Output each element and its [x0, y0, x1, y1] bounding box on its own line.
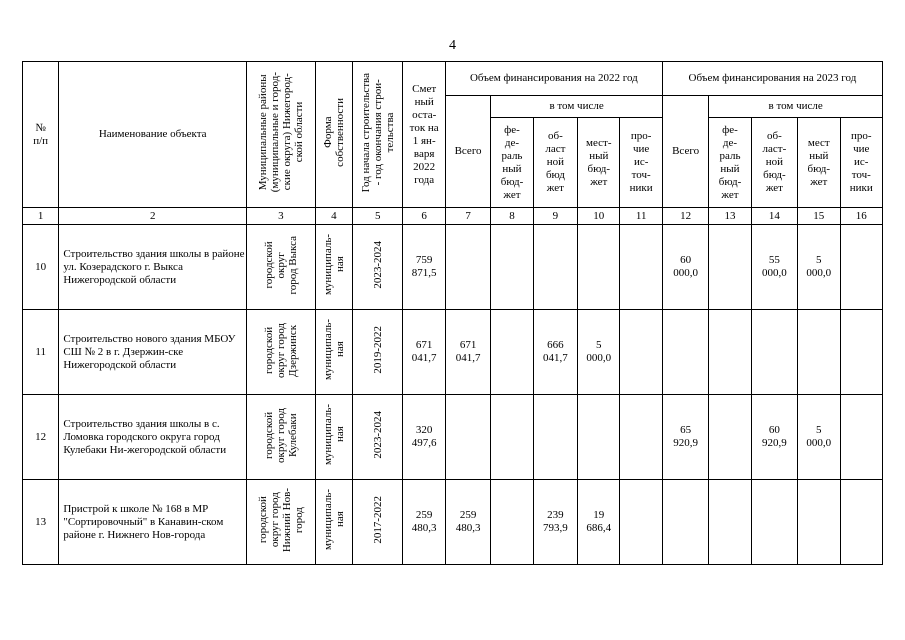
district: городской округ город Кулебаки	[247, 395, 316, 480]
header-name: Наименование объекта	[59, 62, 247, 208]
header-incl-2023: в том числе	[709, 96, 883, 118]
years: 2017-2022	[353, 480, 403, 565]
proch-2022	[620, 225, 662, 310]
header-fed-2022: фе- де- раль ный бюд- жет	[491, 118, 533, 208]
object-name: Строительство здания школы в с. Ломовка городского округа город Кулебаки Ни-жегородской области	[59, 395, 247, 480]
object-name: Пристрой к школе № 168 в МР "Сортировочный" в Канавин-ском районе г. Нижнего Нов-города	[59, 480, 247, 565]
header-no: № п/п	[23, 62, 59, 208]
remainder: 759 871,5	[403, 225, 445, 310]
fed-2023	[709, 310, 751, 395]
col-number: 16	[840, 208, 883, 225]
col-number: 4	[315, 208, 352, 225]
header-incl-2022: в том числе	[491, 96, 663, 118]
header-obl-2023: об- ласт- ной бюд- жет	[751, 118, 797, 208]
mest-2022: 5 000,0	[578, 310, 620, 395]
remainder: 259 480,3	[403, 480, 445, 565]
mest-2022	[578, 225, 620, 310]
fed-2023	[709, 480, 751, 565]
obl-2023	[751, 480, 797, 565]
district: городской округ город Нижний Нов- город	[247, 480, 316, 565]
total-2022	[445, 225, 490, 310]
row-no: 10	[23, 225, 59, 310]
proch-2023	[840, 225, 883, 310]
fed-2022	[491, 310, 533, 395]
col-number: 6	[403, 208, 445, 225]
header-district: Муниципальные районы (муниципальные и город- ские округа) Нижегород- ской области	[247, 62, 316, 208]
col-number: 8	[491, 208, 533, 225]
header-fin-2022: Объем финансирования на 2022 год	[445, 62, 662, 96]
row-no: 11	[23, 310, 59, 395]
header-remainder: Смет ный оста- ток на 1 ян- варя 2022 года	[403, 62, 445, 208]
col-number: 2	[59, 208, 247, 225]
district: городской округ город Выкса	[247, 225, 316, 310]
header-mest-2023: мест ный бюд- жет	[798, 118, 840, 208]
total-2022: 259 480,3	[445, 480, 490, 565]
obl-2023	[751, 310, 797, 395]
page-number: 4	[449, 38, 456, 53]
fed-2022	[491, 225, 533, 310]
ownership: муниципаль- ная	[315, 480, 352, 565]
ownership: муниципаль- ная	[315, 225, 352, 310]
fed-2022	[491, 480, 533, 565]
header-obl-2022: об- ласт ной бюд жет	[533, 118, 577, 208]
object-name: Строительство здания школы в районе ул. Козерадского г. Выкса Нижегородской области	[59, 225, 247, 310]
total-2023: 65 920,9	[662, 395, 708, 480]
remainder: 320 497,6	[403, 395, 445, 480]
col-number: 9	[533, 208, 577, 225]
col-number: 10	[578, 208, 620, 225]
mest-2023	[798, 480, 840, 565]
table-row	[23, 395, 883, 480]
col-number: 7	[445, 208, 490, 225]
mest-2022	[578, 395, 620, 480]
ownership: муниципаль- ная	[315, 310, 352, 395]
total-2022: 671 041,7	[445, 310, 490, 395]
header-ownership: Форма собственности	[315, 62, 352, 208]
table-row	[23, 310, 883, 395]
header-total-2023: Всего	[662, 96, 708, 208]
col-number: 13	[709, 208, 751, 225]
proch-2022	[620, 480, 662, 565]
financing-table	[22, 61, 883, 565]
table-row	[23, 225, 883, 310]
proch-2022	[620, 395, 662, 480]
header-total-2022: Всего	[445, 96, 490, 208]
header-years: Год начала строительства - год окончания строи- тельства	[353, 62, 403, 208]
col-number: 12	[662, 208, 708, 225]
proch-2022	[620, 310, 662, 395]
years: 2019-2022	[353, 310, 403, 395]
mest-2023: 5 000,0	[798, 395, 840, 480]
obl-2022	[533, 225, 577, 310]
header-fed-2023: фе- де- раль ный бюд- жет	[709, 118, 751, 208]
col-number: 3	[247, 208, 316, 225]
years: 2023-2024	[353, 225, 403, 310]
row-no: 13	[23, 480, 59, 565]
obl-2022	[533, 395, 577, 480]
remainder: 671 041,7	[403, 310, 445, 395]
col-number: 15	[798, 208, 840, 225]
header-row-1	[23, 62, 883, 96]
district: городской округ город Дзержинск	[247, 310, 316, 395]
fed-2023	[709, 395, 751, 480]
fed-2022	[491, 395, 533, 480]
object-name: Строительство нового здания МБОУ СШ № 2 в г. Дзержин-ске Нижегородской области	[59, 310, 247, 395]
col-number: 14	[751, 208, 797, 225]
proch-2023	[840, 310, 883, 395]
total-2022	[445, 395, 490, 480]
row-no: 12	[23, 395, 59, 480]
col-number: 1	[23, 208, 59, 225]
ownership: муниципаль- ная	[315, 395, 352, 480]
obl-2023: 60 920,9	[751, 395, 797, 480]
mest-2023	[798, 310, 840, 395]
header-proch-2023: про- чие ис- точ- ники	[840, 118, 883, 208]
header-fin-2023: Объем финансирования на 2023 год	[662, 62, 882, 96]
total-2023: 60 000,0	[662, 225, 708, 310]
col-number: 11	[620, 208, 662, 225]
col-number: 5	[353, 208, 403, 225]
header-mest-2022: мест- ный бюд- жет	[578, 118, 620, 208]
column-numbers-row	[23, 208, 883, 225]
years: 2023-2024	[353, 395, 403, 480]
obl-2023: 55 000,0	[751, 225, 797, 310]
total-2023	[662, 480, 708, 565]
total-2023	[662, 310, 708, 395]
mest-2023: 5 000,0	[798, 225, 840, 310]
header-proch-2022: про- чие ис- точ- ники	[620, 118, 662, 208]
obl-2022: 666 041,7	[533, 310, 577, 395]
obl-2022: 239 793,9	[533, 480, 577, 565]
proch-2023	[840, 480, 883, 565]
table-row	[23, 480, 883, 565]
mest-2022: 19 686,4	[578, 480, 620, 565]
proch-2023	[840, 395, 883, 480]
fed-2023	[709, 225, 751, 310]
